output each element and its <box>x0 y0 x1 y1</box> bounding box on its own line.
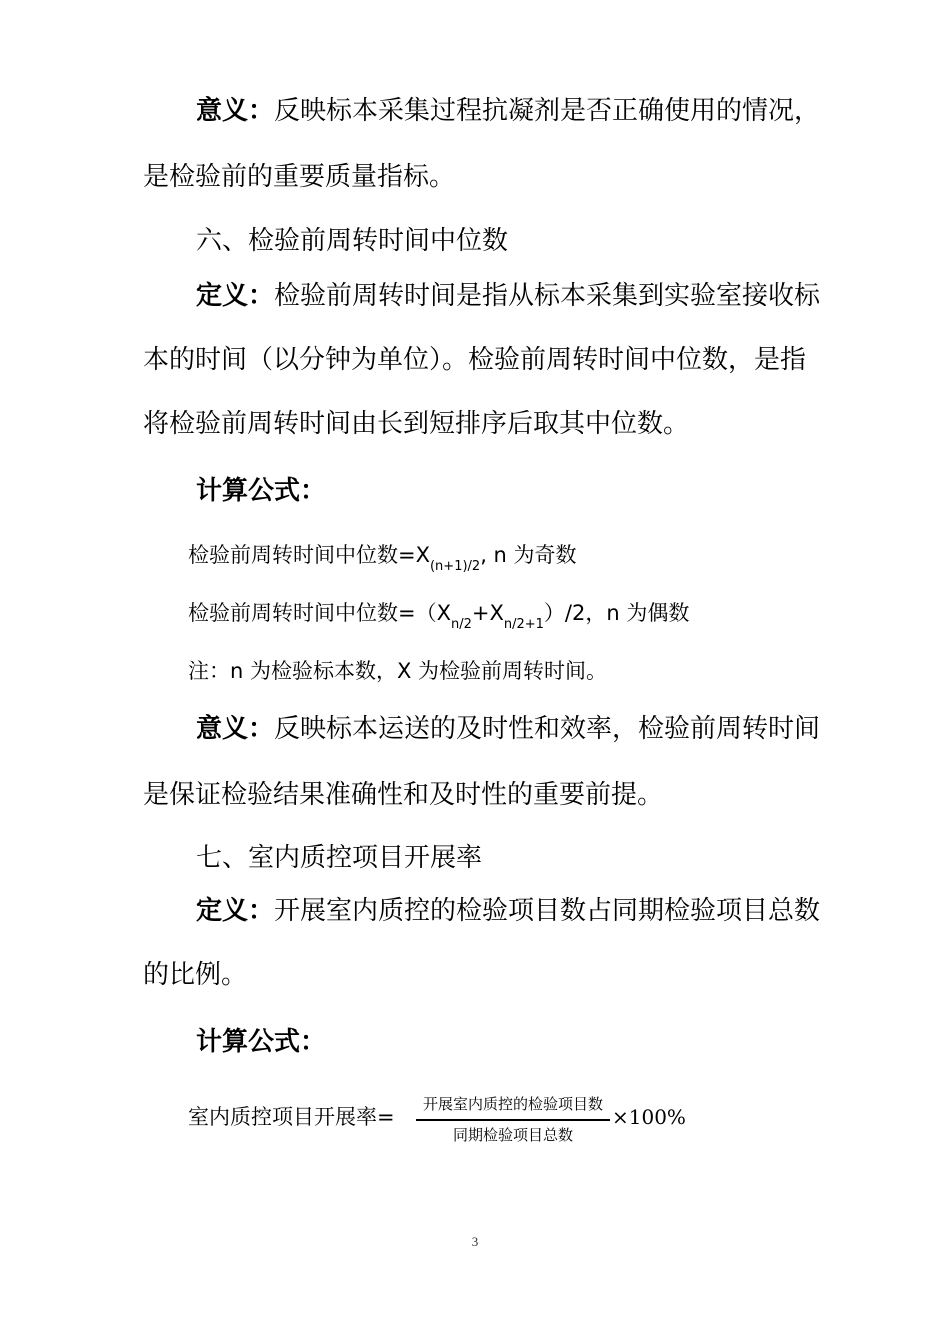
fraction-numerator: 开展室内质控的检验项目数 <box>416 1092 610 1121</box>
definition-label: 定义： <box>196 896 275 926</box>
paragraph-significance-1-cont: 是检验前的重要质量指标。 <box>143 162 456 192</box>
paragraph-definition-6-cont-1: 本的时间（以分钟为单位）。检验前周转时间中位数，是指 <box>143 345 807 375</box>
fraction <box>416 1092 610 1147</box>
paragraph-significance-1 <box>196 94 820 128</box>
paragraph-definition-6-cont-2: 将检验前周转时间由长到短排序后取其中位数。 <box>143 409 690 439</box>
paragraph-definition-7: 定义：开展室内质控的检验项目数占同期检验项目总数 <box>196 896 821 926</box>
significance-label: 意义： <box>196 96 275 126</box>
formula-odd: 检验前周转时间中位数$=X_{(n+1)/2}$, n 为奇数 <box>188 543 577 574</box>
fraction-denominator: 同期检验项目总数 <box>452 1126 573 1144</box>
formula-rhs: ×100% <box>612 1105 686 1129</box>
section-heading-6: 六、检验前周转时间中位数 <box>196 226 509 256</box>
paragraph-definition-6: 定义：检验前周转时间是指从标本采集到实验室接收标 <box>196 281 821 311</box>
definition-label: 定义： <box>196 281 275 311</box>
paragraph-significance-6-cont: 是保证检验结果准确性和及时性的重要前提。 <box>143 780 664 810</box>
paragraph-significance-6: 意义：反映标本运送的及时性和效率，检验前周转时间 <box>196 714 821 744</box>
formula-even: 检验前周转时间中位数$=(X_{n/2}+X_{n/2+1})/2$，n 为偶数 <box>188 601 690 632</box>
significance-text: 反映标本采集过程抗凝剂是否正确使用的情况， <box>274 96 821 126</box>
page-number: 3 <box>471 1234 479 1249</box>
formula-heading-7: 计算公式： <box>196 1027 327 1057</box>
formula-lhs: 室内质控项目开展率= <box>188 1105 395 1129</box>
formula-note: 注：n 为检验标本数，X 为检验前周转时间。 <box>188 659 608 683</box>
formula-heading-6: 计算公式： <box>196 476 327 506</box>
section-heading-7: 七、室内质控项目开展率 <box>196 843 483 873</box>
paragraph-definition-7-cont: 的比例。 <box>143 960 248 990</box>
significance-label: 意义： <box>196 714 275 744</box>
